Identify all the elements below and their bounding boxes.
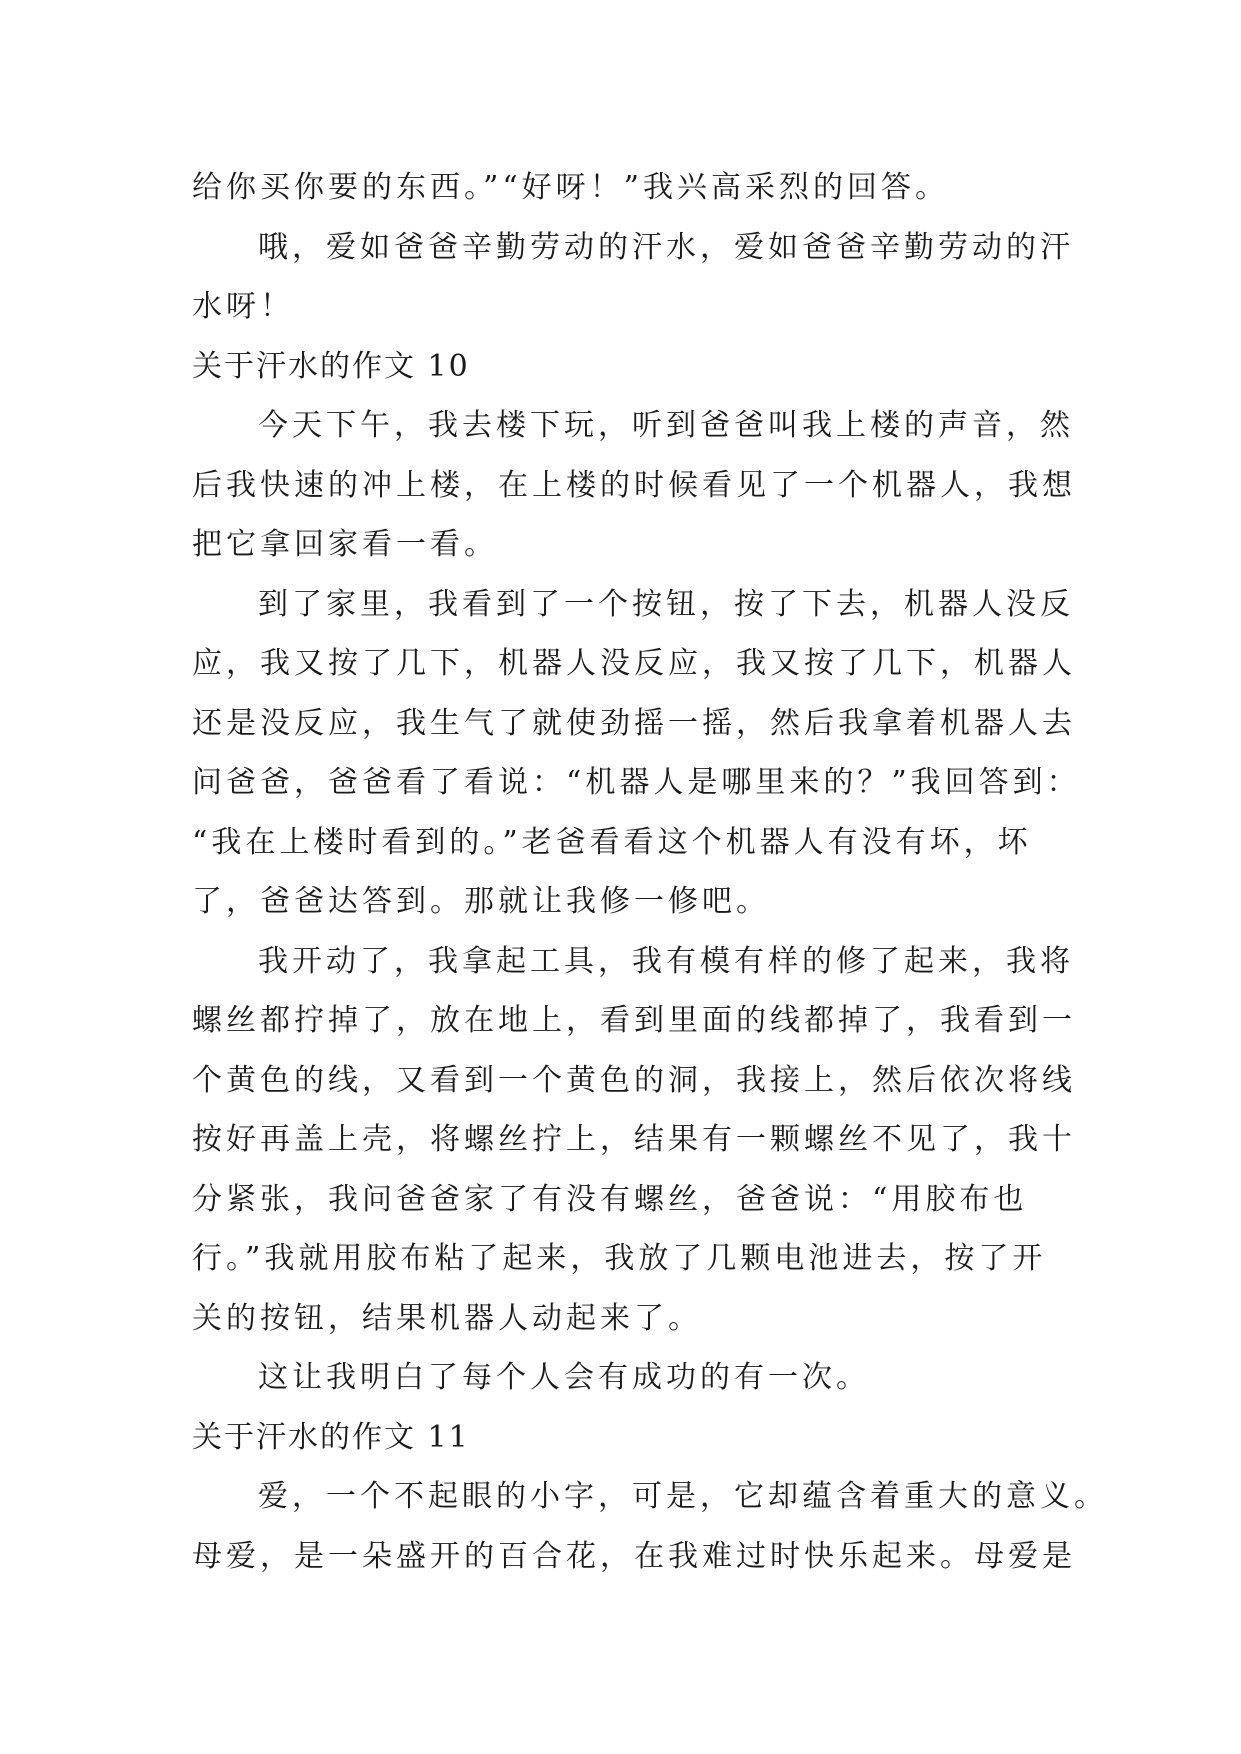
text-line: 到了家里，我看到了一个按钮，按了下去，机器人没反 xyxy=(258,586,1074,622)
text-line: 还是没反应，我生气了就使劲摇一摇，然后我拿着机器人去 xyxy=(192,705,1076,741)
text-line: 了，爸爸达答到。那就让我修一修吧。 xyxy=(192,884,770,919)
text-line: 今天下午，我去楼下玩，听到爸爸叫我上楼的声音，然 xyxy=(258,408,1074,443)
text-line: 后我快速的冲上楼，在上楼的时候看见了一个机器人，我想 xyxy=(192,467,1076,503)
text-line: 问爸爸，爸爸看了看说：“机器人是哪里来的？”我回答到： xyxy=(192,765,1081,800)
text-line: 我开动了，我拿起工具，我有模有样的修了起来，我将 xyxy=(258,943,1074,979)
text-line: 给你买你要的东西。”“好呀！”我兴高采烈的回答。 xyxy=(192,170,950,205)
text-line: 按好再盖上壳，将螺丝拧上，结果有一颗螺丝不见了，我十 xyxy=(192,1122,1076,1157)
section-heading-11: 关于汗水的作文 11 xyxy=(192,1419,470,1455)
document-body xyxy=(192,158,1108,1586)
text-line: 这让我明白了每个人会有成功的有一次。 xyxy=(258,1360,870,1395)
text-line: 行。”我就用胶布粘了起来，我放了几颗电池进去，按了开 xyxy=(192,1241,1047,1276)
text-line: “我在上楼时看到的。”老爸看看这个机器人有没有坏，坏 xyxy=(192,824,1032,860)
text-line: 应，我又按了几下，机器人没反应，我又按了几下，机器人 xyxy=(192,646,1076,681)
text-line: 爱，一个不起眼的小字，可是，它却蕴含着重大的意义。 xyxy=(258,1479,1108,1514)
section-heading-10: 关于汗水的作文 10 xyxy=(192,348,470,384)
text-line: 母爱，是一朵盛开的百合花，在我难过时快乐起来。母爱是 xyxy=(192,1538,1076,1574)
text-line: 哦，爱如爸爸辛勤劳动的汗水，爱如爸爸辛勤劳动的汗 xyxy=(258,229,1074,265)
text-line: 把它拿回家看一看。 xyxy=(192,527,498,562)
text-line: 关的按钮，结果机器人动起来了。 xyxy=(192,1300,702,1336)
text-line: 个黄色的线，又看到一个黄色的洞，我接上，然后依次将线 xyxy=(192,1062,1076,1098)
text-line: 分紧张，我问爸爸家了有没有螺丝，爸爸说：“用胶布也 xyxy=(192,1181,1028,1217)
text-line: 螺丝都拧掉了，放在地上，看到里面的线都掉了，我看到一 xyxy=(192,1003,1076,1038)
text-line: 水呀！ xyxy=(192,289,294,324)
